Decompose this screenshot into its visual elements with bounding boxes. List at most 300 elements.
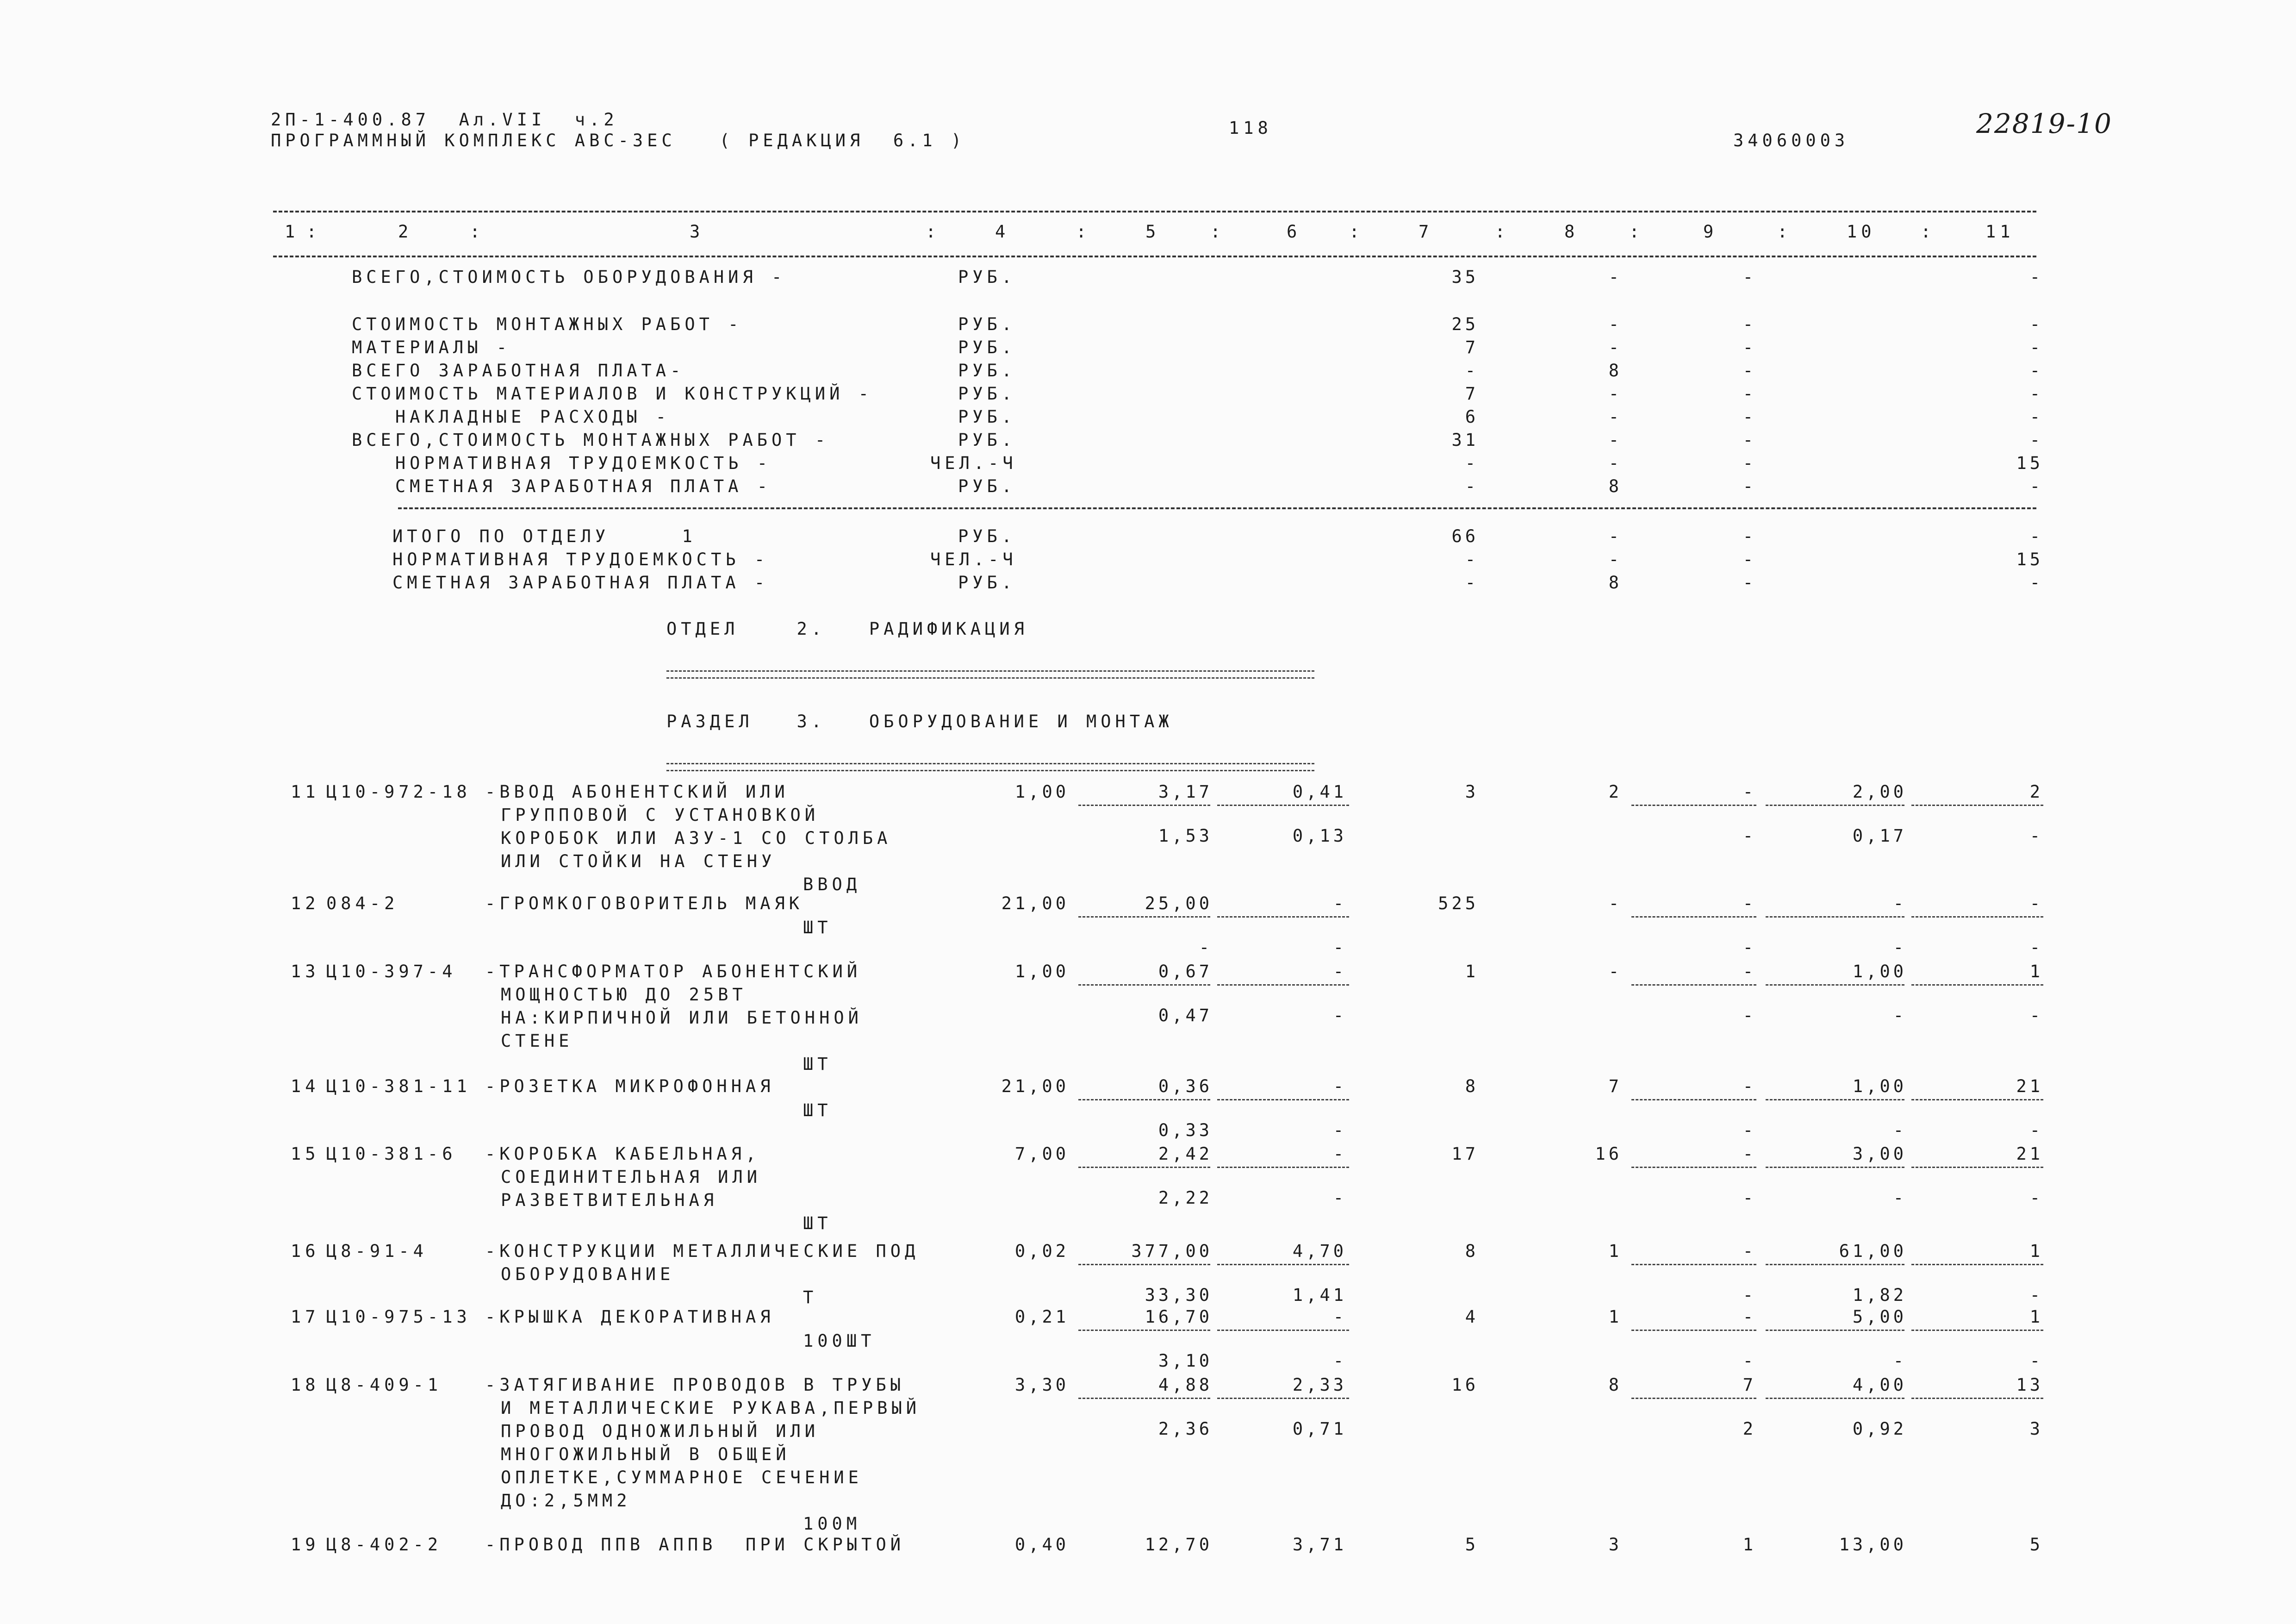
item-code: 084-2 — [326, 893, 399, 913]
item-subdivider — [1766, 1264, 1904, 1265]
item-c4: 3,30 — [1014, 1375, 1069, 1395]
summary-unit: РУБ. — [958, 384, 1016, 404]
summary-c8: 8 — [1608, 476, 1622, 496]
summary-unit: РУБ. — [958, 430, 1016, 450]
item-number: 19 — [291, 1535, 320, 1555]
item-c7: 525 — [1438, 893, 1479, 913]
item-number: 11 — [291, 782, 320, 802]
item-c10b: - — [1893, 1188, 1907, 1208]
item-c8: - — [1608, 893, 1622, 913]
item-number: 14 — [291, 1076, 320, 1096]
column-number: 5 — [1145, 222, 1160, 242]
summary-c11: - — [2029, 407, 2043, 427]
total-c8: 8 — [1608, 573, 1622, 593]
item-c5b: 3,10 — [1158, 1351, 1213, 1371]
item-description: НА:КИРПИЧНОЙ ИЛИ БЕТОННОЙ — [501, 1008, 863, 1028]
item-description: -РОЗЕТКА МИКРОФОННАЯ — [485, 1076, 775, 1096]
item-description: -КРЫШКА ДЕКОРАТИВНАЯ — [485, 1307, 775, 1327]
summary-c9: - — [1742, 384, 1756, 404]
item-c6b: - — [1333, 1351, 1347, 1371]
item-subdivider — [1078, 1099, 1210, 1100]
summary-label: НАКЛАДНЫЕ РАСХОДЫ - — [352, 407, 671, 427]
summary-c9: - — [1742, 407, 1756, 427]
item-code: Ц10-381-11 — [326, 1076, 471, 1096]
department-title: ОТДЕЛ 2. РАДИФИКАЦИЯ — [666, 619, 1028, 639]
total-c8: - — [1608, 526, 1622, 546]
item-c6: - — [1333, 962, 1347, 981]
item-unit: ШТ — [803, 918, 832, 937]
summary-c11: - — [2029, 267, 2043, 287]
summary-unit: РУБ. — [958, 337, 1016, 357]
item-c5b: 2,36 — [1158, 1419, 1213, 1439]
total-unit: РУБ. — [958, 573, 1016, 593]
summary-unit: РУБ. — [958, 476, 1016, 496]
item-c4: 0,02 — [1014, 1241, 1069, 1261]
summary-c8: - — [1608, 337, 1622, 357]
section-title: РАЗДЕЛ 3. ОБОРУДОВАНИЕ И МОНТАЖ — [666, 712, 1173, 731]
item-subdivider — [1911, 1398, 2043, 1399]
summary-c11: - — [2029, 476, 2043, 496]
item-subdivider — [1078, 916, 1210, 918]
item-code: Ц8-91-4 — [326, 1241, 428, 1261]
item-unit: ШТ — [803, 1213, 832, 1233]
item-code: Ц10-972-18 — [326, 782, 471, 802]
item-number: 12 — [291, 893, 320, 913]
item-c6: 4,70 — [1292, 1241, 1347, 1261]
item-subdivider — [1766, 1398, 1904, 1399]
item-c11b: - — [2029, 1188, 2043, 1208]
item-unit: Т — [803, 1287, 818, 1307]
summary-c7: - — [1465, 476, 1479, 496]
item-c10: 2,00 — [1852, 782, 1907, 802]
item-c5: 16,70 — [1145, 1307, 1213, 1327]
item-subdivider — [1911, 916, 2043, 918]
page-number: 118 — [1229, 118, 1272, 138]
item-c5b: 1,53 — [1158, 826, 1213, 846]
summary-c11: - — [2029, 384, 2043, 404]
item-subdivider — [1217, 1264, 1349, 1265]
column-separator: : — [1921, 222, 1935, 242]
item-c9: - — [1742, 1241, 1756, 1261]
item-c10b: - — [1893, 937, 1907, 957]
column-number: 8 — [1564, 222, 1579, 242]
item-c5: 4,88 — [1158, 1375, 1213, 1395]
item-description: -ЗАТЯГИВАНИЕ ПРОВОДОВ В ТРУБЫ — [485, 1375, 905, 1395]
item-c9b: - — [1742, 826, 1756, 846]
item-description: ОБОРУДОВАНИЕ — [501, 1264, 675, 1284]
item-c10: 61,00 — [1839, 1241, 1907, 1261]
item-c9b: - — [1742, 1006, 1756, 1025]
item-c11: 1 — [2029, 1307, 2043, 1327]
total-c11: 15 — [2016, 550, 2043, 569]
total-c7: - — [1465, 550, 1479, 569]
total-c7: 66 — [1451, 526, 1479, 546]
item-c6b: - — [1333, 1188, 1347, 1208]
summary-c9: - — [1742, 314, 1756, 334]
total-c11: - — [2029, 526, 2043, 546]
total-c9: - — [1742, 550, 1756, 569]
handwritten-code: 22819-10 — [1976, 108, 2112, 139]
item-c7: 8 — [1465, 1241, 1479, 1261]
item-c6: - — [1333, 1307, 1347, 1327]
item-c10: 5,00 — [1852, 1307, 1907, 1327]
summary-c8: - — [1608, 267, 1622, 287]
item-c10b: 1,82 — [1852, 1285, 1907, 1305]
column-number: 1 — [285, 222, 299, 242]
item-c4: 21,00 — [1001, 893, 1069, 913]
item-c5b: - — [1199, 937, 1213, 957]
item-c6: - — [1333, 1144, 1347, 1164]
item-c10b: 0,17 — [1852, 826, 1907, 846]
summary-c7: 6 — [1465, 407, 1479, 427]
total-c7: - — [1465, 573, 1479, 593]
item-c8: 2 — [1608, 782, 1622, 802]
column-separator: : — [1076, 222, 1091, 242]
item-c8: 1 — [1608, 1307, 1622, 1327]
item-description: -ГРОМКОГОВОРИТЕЛЬ МАЯК — [485, 893, 804, 913]
item-c7: 16 — [1451, 1375, 1479, 1395]
item-description: СТЕНЕ — [501, 1031, 573, 1051]
item-c4: 21,00 — [1001, 1076, 1069, 1096]
item-description: МОЩНОСТЬЮ ДО 25ВТ — [501, 985, 747, 1005]
item-c10: 3,00 — [1852, 1144, 1907, 1164]
item-c6b: 0,71 — [1292, 1419, 1347, 1439]
item-c4: 1,00 — [1014, 782, 1069, 802]
total-c9: - — [1742, 573, 1756, 593]
item-description: КОРОБОК ИЛИ АЗУ-1 СО СТОЛБА — [501, 828, 892, 848]
column-separator: : — [470, 222, 485, 242]
summary-c9: - — [1742, 476, 1756, 496]
item-subdivider — [1766, 1099, 1904, 1100]
item-subdivider — [1911, 805, 2043, 806]
item-c7: 1 — [1465, 962, 1479, 981]
item-subdivider — [1766, 984, 1904, 986]
item-number: 18 — [291, 1375, 320, 1395]
column-separator: : — [306, 222, 321, 242]
item-c10: 4,00 — [1852, 1375, 1907, 1395]
total-unit: ЧЕЛ.-Ч — [930, 550, 1017, 569]
item-c10: 13,00 — [1839, 1535, 1907, 1555]
summary-unit: РУБ. — [958, 361, 1016, 381]
item-c8: 1 — [1608, 1241, 1622, 1261]
item-c7: 4 — [1465, 1307, 1479, 1327]
item-number: 13 — [291, 962, 320, 981]
doc-code: 2П-1-400.87 Ал.VII ч.2 — [271, 110, 618, 130]
item-c10b: 0,92 — [1852, 1419, 1907, 1439]
item-unit: 100ШТ — [803, 1331, 876, 1351]
item-c4: 0,21 — [1014, 1307, 1069, 1327]
summary-label: СТОИМОСТЬ МОНТАЖНЫХ РАБОТ - — [352, 314, 743, 334]
summary-label: СТОИМОСТЬ МАТЕРИАЛОВ И КОНСТРУКЦИЙ - — [352, 384, 873, 404]
summary-unit: РУБ. — [958, 407, 1016, 427]
item-c6: - — [1333, 893, 1347, 913]
header-bottom-rule — [273, 256, 2036, 257]
item-c9b: - — [1742, 1120, 1756, 1140]
summary-c11: 15 — [2016, 453, 2043, 473]
summary-label: МАТЕРИАЛЫ - — [352, 337, 511, 357]
summary-c7: - — [1465, 361, 1479, 381]
item-c8: 8 — [1608, 1375, 1622, 1395]
summary-label: ВСЕГО,СТОИМОСТЬ МОНТАЖНЫХ РАБОТ - — [352, 430, 830, 450]
item-c11b: - — [2029, 826, 2043, 846]
summary-c11: - — [2029, 430, 2043, 450]
summary-c8: 8 — [1608, 361, 1622, 381]
column-number: 11 — [1985, 222, 2015, 242]
total-c8: - — [1608, 550, 1622, 569]
item-code: Ц10-381-6 — [326, 1144, 457, 1164]
summary-label: ВСЕГО,СТОИМОСТЬ ОБОРУДОВАНИЯ - — [352, 267, 786, 287]
item-c6b: 0,13 — [1292, 826, 1347, 846]
item-subdivider — [1217, 1398, 1349, 1399]
item-c9: - — [1742, 1307, 1756, 1327]
item-c4: 1,00 — [1014, 962, 1069, 981]
summary-c7: 7 — [1465, 337, 1479, 357]
item-c7: 8 — [1465, 1076, 1479, 1096]
item-description: СОЕДИНИТЕЛЬНАЯ ИЛИ — [501, 1167, 761, 1187]
item-c11b: - — [2029, 1351, 2043, 1371]
item-c8: 3 — [1608, 1535, 1622, 1555]
item-unit: 100М — [803, 1514, 861, 1534]
item-c9b: - — [1742, 1188, 1756, 1208]
item-subdivider — [1911, 1330, 2043, 1331]
item-c10b: - — [1893, 1120, 1907, 1140]
item-c5: 12,70 — [1145, 1535, 1213, 1555]
item-code: Ц8-402-2 — [326, 1535, 442, 1555]
column-number: 3 — [690, 222, 704, 242]
column-separator: : — [1777, 222, 1792, 242]
item-c11b: 3 — [2029, 1419, 2043, 1439]
summary-c8: - — [1608, 430, 1622, 450]
item-description: -ПРОВОД ППВ АППВ ПРИ СКРЫТОЙ — [485, 1535, 905, 1555]
total-c9: - — [1742, 526, 1756, 546]
summary-c7: 35 — [1451, 267, 1479, 287]
summary-c7: 25 — [1451, 314, 1479, 334]
item-description: -ТРАНСФОРМАТОР АБОНЕНТСКИЙ — [485, 962, 862, 981]
item-subdivider — [1217, 1167, 1349, 1168]
column-number: 7 — [1419, 222, 1433, 242]
summary-c7: 7 — [1465, 384, 1479, 404]
item-subdivider — [1911, 1099, 2043, 1100]
column-separator: : — [926, 222, 940, 242]
item-description: -ВВОД АБОНЕНТСКИЙ ИЛИ — [485, 782, 789, 802]
document-number: 34060003 — [1733, 131, 1849, 150]
summary-c11: - — [2029, 337, 2043, 357]
summary-label: НОРМАТИВНАЯ ТРУДОЕМКОСТЬ - — [352, 453, 772, 473]
item-c5: 0,36 — [1158, 1076, 1213, 1096]
item-c6b: - — [1333, 1120, 1347, 1140]
item-c11: 1 — [2029, 962, 2043, 981]
summary-c11: - — [2029, 361, 2043, 381]
item-c6: 2,33 — [1292, 1375, 1347, 1395]
column-number: 9 — [1703, 222, 1718, 242]
item-c10: - — [1893, 893, 1907, 913]
summary-c8: - — [1608, 314, 1622, 334]
item-code: Ц10-397-4 — [326, 962, 457, 981]
item-c11: 13 — [2016, 1375, 2043, 1395]
column-number: 2 — [398, 222, 413, 242]
column-number: 4 — [995, 222, 1010, 242]
item-c11b: - — [2029, 1006, 2043, 1025]
item-subdivider — [1078, 1330, 1210, 1331]
item-subdivider — [1631, 916, 1756, 918]
item-unit: ШТ — [803, 1100, 832, 1120]
item-c5: 2,42 — [1158, 1144, 1213, 1164]
item-unit: ВВОД — [803, 874, 861, 894]
program-name: ПРОГРАММНЫЙ КОМПЛЕКС АВС-3ЕС ( РЕДАКЦИЯ 6.1 ) — [271, 131, 966, 150]
item-c10b: - — [1893, 1351, 1907, 1371]
item-subdivider — [1217, 1099, 1349, 1100]
item-c6: 3,71 — [1292, 1535, 1347, 1555]
summary-unit: ЧЕЛ.-Ч — [930, 453, 1017, 473]
item-c9: 1 — [1742, 1535, 1756, 1555]
item-subdivider — [1911, 1264, 2043, 1265]
summary-c9: - — [1742, 267, 1756, 287]
item-number: 15 — [291, 1144, 320, 1164]
total-label: НОРМАТИВНАЯ ТРУДОЕМКОСТЬ - — [392, 550, 769, 569]
item-c11: 2 — [2029, 782, 2043, 802]
item-subdivider — [1631, 984, 1756, 986]
summary-c9: - — [1742, 453, 1756, 473]
item-c8: - — [1608, 962, 1622, 981]
item-c4: 0,40 — [1014, 1535, 1069, 1555]
column-separator: : — [1210, 222, 1225, 242]
item-unit: ШТ — [803, 1054, 832, 1074]
summary-c9: - — [1742, 337, 1756, 357]
item-description: ДО:2,5ММ2 — [501, 1491, 631, 1511]
column-separator: : — [1495, 222, 1510, 242]
item-c6b: - — [1333, 937, 1347, 957]
item-c11: - — [2029, 893, 2043, 913]
item-subdivider — [1766, 916, 1904, 918]
column-separator: : — [1349, 222, 1364, 242]
item-c5b: 0,33 — [1158, 1120, 1213, 1140]
item-c8: 16 — [1595, 1144, 1622, 1164]
item-code: Ц8-409-1 — [326, 1375, 442, 1395]
item-c10: 1,00 — [1852, 1076, 1907, 1096]
item-subdivider — [1631, 1330, 1756, 1331]
item-subdivider — [1911, 1167, 2043, 1168]
item-c7: 3 — [1465, 782, 1479, 802]
item-c6: - — [1333, 1076, 1347, 1096]
item-c5: 3,17 — [1158, 782, 1213, 802]
item-c5b: 0,47 — [1158, 1006, 1213, 1025]
item-c9: - — [1742, 893, 1756, 913]
item-subdivider — [1217, 916, 1349, 918]
item-subdivider — [1078, 1264, 1210, 1265]
item-c9b: - — [1742, 1351, 1756, 1371]
item-c9b: 2 — [1742, 1419, 1756, 1439]
summary-c7: - — [1465, 453, 1479, 473]
item-c11b: - — [2029, 1120, 2043, 1140]
item-description: ПРОВОД ОДНОЖИЛЬНЫЙ ИЛИ — [501, 1421, 820, 1441]
summary-divider — [398, 507, 2036, 509]
item-code: Ц10-975-13 — [326, 1307, 471, 1327]
summary-c9: - — [1742, 361, 1756, 381]
item-description: МНОГОЖИЛЬНЫЙ В ОБЩЕЙ — [501, 1444, 790, 1464]
item-c11b: - — [2029, 937, 2043, 957]
summary-c9: - — [1742, 430, 1756, 450]
item-c10b: - — [1893, 1006, 1907, 1025]
summary-c11: - — [2029, 314, 2043, 334]
summary-unit: РУБ. — [958, 267, 1016, 287]
item-c9: - — [1742, 1076, 1756, 1096]
item-number: 17 — [291, 1307, 320, 1327]
item-subdivider — [1911, 984, 2043, 986]
item-subdivider — [1217, 984, 1349, 986]
item-subdivider — [1217, 805, 1349, 806]
item-subdivider — [1078, 984, 1210, 986]
item-description: ИЛИ СТОЙКИ НА СТЕНУ — [501, 851, 776, 871]
item-subdivider — [1631, 1167, 1756, 1168]
item-description: РАЗВЕТВИТЕЛЬНАЯ — [501, 1190, 718, 1210]
item-c9: - — [1742, 782, 1756, 802]
item-c5: 25,00 — [1145, 893, 1213, 913]
item-c9b: - — [1742, 937, 1756, 957]
item-c11: 1 — [2029, 1241, 2043, 1261]
item-c11b: - — [2029, 1285, 2043, 1305]
summary-c8: - — [1608, 407, 1622, 427]
item-subdivider — [1078, 805, 1210, 806]
item-subdivider — [1078, 1167, 1210, 1168]
item-c6b: - — [1333, 1006, 1347, 1025]
item-subdivider — [1078, 1398, 1210, 1399]
item-c11: 21 — [2016, 1076, 2043, 1096]
item-c11: 21 — [2016, 1144, 2043, 1164]
summary-unit: РУБ. — [958, 314, 1016, 334]
item-c6b: 1,41 — [1292, 1285, 1347, 1305]
item-subdivider — [1766, 1330, 1904, 1331]
item-c9b: - — [1742, 1285, 1756, 1305]
item-description: И МЕТАЛЛИЧЕСКИЕ РУКАВА,ПЕРВЫЙ — [501, 1398, 921, 1418]
item-c9: 7 — [1742, 1375, 1756, 1395]
section-underline — [666, 763, 1314, 771]
total-label: ИТОГО ПО ОТДЕЛУ 1 — [392, 526, 697, 546]
item-c9: - — [1742, 1144, 1756, 1164]
item-description: -КОРОБКА КАБЕЛЬНАЯ, — [485, 1144, 760, 1164]
department-underline — [666, 670, 1314, 679]
item-c10: 1,00 — [1852, 962, 1907, 981]
item-c4: 7,00 — [1014, 1144, 1069, 1164]
item-c6: 0,41 — [1292, 782, 1347, 802]
item-description: ОПЛЕТКЕ,СУММАРНОЕ СЕЧЕНИЕ — [501, 1468, 863, 1487]
column-number: 6 — [1287, 222, 1301, 242]
item-subdivider — [1766, 1167, 1904, 1168]
item-c7: 17 — [1451, 1144, 1479, 1164]
item-description: ГРУППОВОЙ С УСТАНОВКОЙ — [501, 805, 820, 825]
item-c5b: 2,22 — [1158, 1188, 1213, 1208]
item-subdivider — [1631, 1264, 1756, 1265]
column-separator: : — [1629, 222, 1644, 242]
item-subdivider — [1631, 1099, 1756, 1100]
summary-c8: - — [1608, 384, 1622, 404]
item-c5: 0,67 — [1158, 962, 1213, 981]
item-subdivider — [1217, 1330, 1349, 1331]
item-subdivider — [1631, 805, 1756, 806]
column-number: 10 — [1847, 222, 1876, 242]
item-subdivider — [1631, 1398, 1756, 1399]
item-c5b: 33,30 — [1145, 1285, 1213, 1305]
item-c9: - — [1742, 962, 1756, 981]
summary-c7: 31 — [1451, 430, 1479, 450]
summary-label: ВСЕГО ЗАРАБОТНАЯ ПЛАТА- — [352, 361, 685, 381]
item-description: -КОНСТРУКЦИИ МЕТАЛЛИЧЕСКИЕ ПОД — [485, 1241, 920, 1261]
item-c8: 7 — [1608, 1076, 1622, 1096]
total-label: СМЕТНАЯ ЗАРАБОТНАЯ ПЛАТА - — [392, 573, 769, 593]
total-unit: РУБ. — [958, 526, 1016, 546]
summary-label: СМЕТНАЯ ЗАРАБОТНАЯ ПЛАТА - — [352, 476, 772, 496]
item-number: 16 — [291, 1241, 320, 1261]
header-top-rule — [273, 211, 2036, 212]
